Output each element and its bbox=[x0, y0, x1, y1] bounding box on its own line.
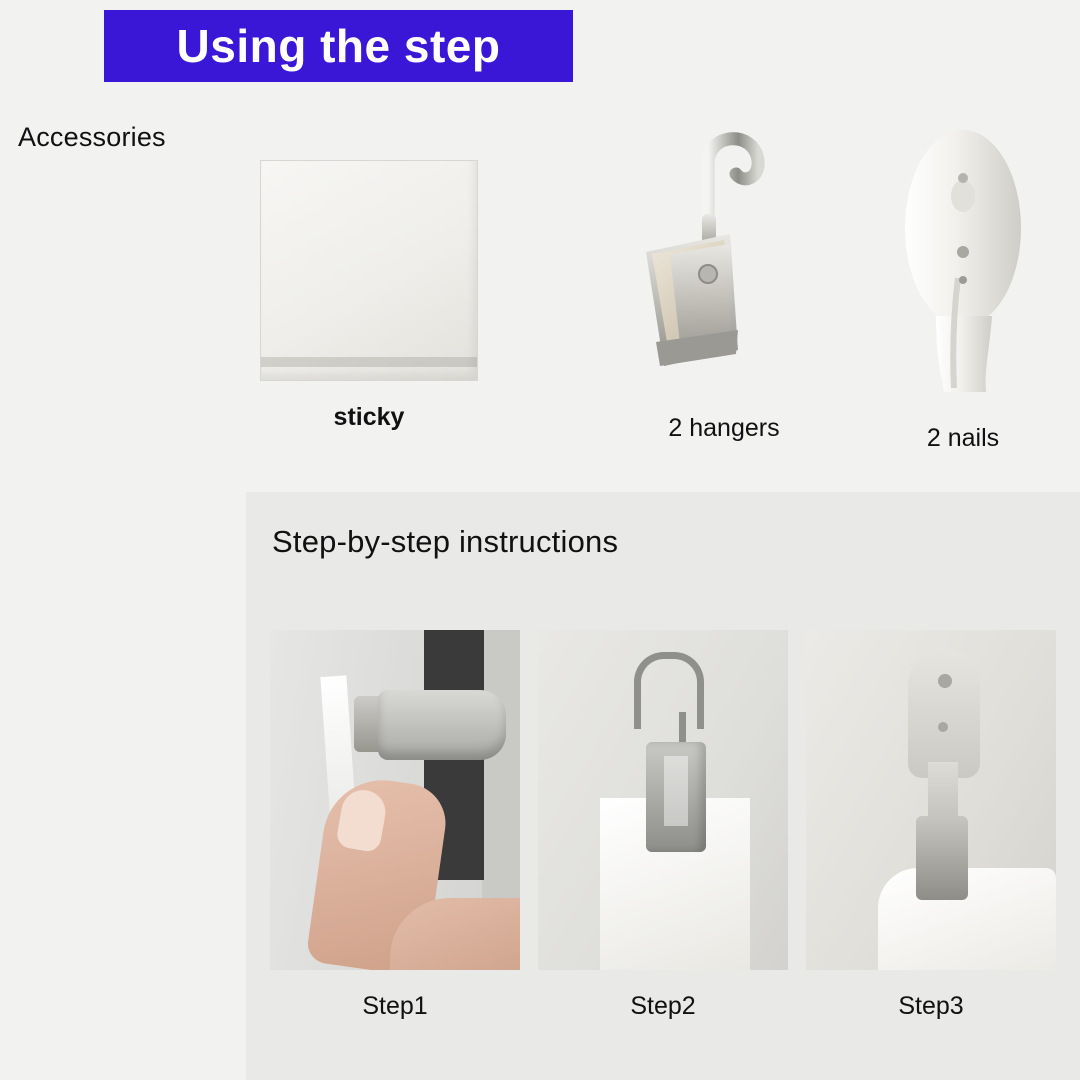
title-banner bbox=[104, 10, 573, 82]
hanger-clip-icon bbox=[612, 104, 836, 394]
accessory-nails bbox=[858, 120, 1068, 453]
step-caption: Step3 bbox=[898, 992, 964, 1020]
steps-row bbox=[270, 630, 1056, 1021]
page-title: Using the step bbox=[176, 20, 501, 72]
step-item bbox=[538, 630, 788, 1021]
accessory-caption: 2 hangers bbox=[668, 414, 780, 442]
accessory-caption: sticky bbox=[333, 403, 405, 431]
step-item bbox=[270, 630, 520, 1021]
accessory-caption: 2 nails bbox=[926, 424, 1000, 452]
step-item bbox=[806, 630, 1056, 1021]
instructions-heading: Step-by-step instructions bbox=[272, 524, 619, 559]
step-caption: Step1 bbox=[362, 992, 428, 1020]
step-caption: Step2 bbox=[630, 992, 696, 1020]
accessories-label: Accessories bbox=[18, 122, 166, 152]
nail-hook-with-clip-photo bbox=[806, 630, 1056, 970]
accessory-sticky bbox=[258, 160, 480, 432]
hanger-clip-holding-sheet-photo bbox=[538, 630, 788, 970]
instructions-panel bbox=[246, 492, 1080, 1080]
peeling-adhesive-backing-photo bbox=[270, 630, 520, 970]
accessory-hangers bbox=[612, 104, 836, 443]
nail-hook-icon bbox=[858, 120, 1068, 402]
adhesive-pad-icon bbox=[260, 160, 478, 381]
